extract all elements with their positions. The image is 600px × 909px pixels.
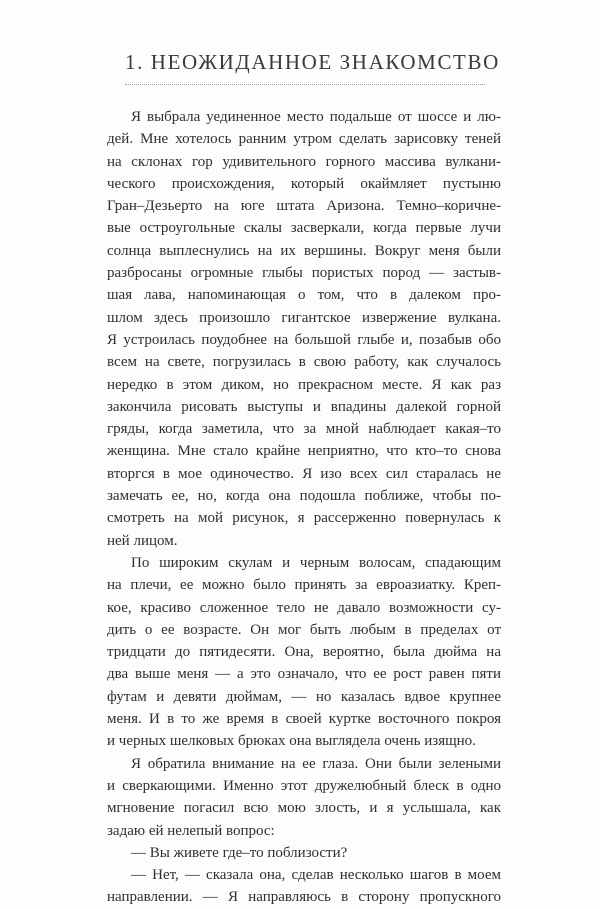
- text-line: футам и девяти дюймам, — но казалась вдвое крупнее: [107, 688, 501, 705]
- text-line: и черных шелковых брюках она выглядела очень изящно.: [107, 733, 476, 750]
- text-line: вые остроугольные скалы засверкали, когда первые лучи: [107, 220, 501, 237]
- text-line: женщина. Мне стало крайне неприятно, что кто–то снова: [107, 443, 501, 460]
- text-line: тридцати до пятидесяти. Она, вероятно, была дюйма на: [107, 644, 501, 661]
- text-line: задаю ей нелепый вопрос:: [107, 822, 275, 839]
- text-line: кое, красиво сложенное тело не давало возможности су-: [107, 599, 501, 616]
- title-divider: [125, 84, 485, 85]
- text-line: Я выбрала уединенное место подальше от шоссе и лю-: [131, 109, 501, 125]
- chapter-title: 1. НЕОЖИДАННОЕ ЗНАКОМСТВО: [125, 50, 500, 74]
- paragraph: [107, 842, 501, 864]
- text-line: на склонах гор удивительного горного массива вулкани-: [107, 153, 501, 170]
- text-line: солнца выплеснулись на их вершины. Вокруг меня были: [107, 242, 501, 259]
- text-line: шлом здесь произошло гигантское извержение вулкана.: [107, 309, 501, 326]
- text-line: замечать ее, но, когда она подошла поближе, чтобы по-: [107, 488, 501, 505]
- text-line: ней лицом.: [107, 532, 178, 549]
- text-line: смотреть на мой рисунок, я рассерженно повернулась к: [107, 510, 501, 527]
- text-line: ческого происхождения, который окаймляет пустыню: [107, 175, 501, 192]
- text-line: вторгся в мое одиночество. Я изо всех сил старалась не: [107, 465, 501, 482]
- text-line: меня. И в то же время в своей куртке восточного покроя: [107, 711, 501, 728]
- text-line: разбросаны огромные глыбы пористых пород — застыв-: [107, 265, 501, 282]
- text-line: всем на свете, погрузилась в свою работу, как случалось: [107, 354, 501, 371]
- text-line: дить о ее возрасте. Он мог быть любым в пределах от: [107, 621, 501, 638]
- paragraph: [107, 552, 501, 753]
- text-line: гряды, когда заметила, что за мной наблюдает какая–то: [107, 421, 501, 438]
- paragraph: [107, 753, 501, 842]
- text-line: дей. Мне хотелось ранним утром сделать зарисовку теней: [107, 131, 501, 148]
- text-line: нередко в этом диком, но прекрасном месте. Я как раз: [107, 376, 501, 393]
- paragraph: [107, 864, 501, 909]
- paragraph: [107, 106, 501, 552]
- text-line: Гран–Дезьерто на юге штата Аризона. Темно–коричне-: [107, 198, 501, 215]
- text-line: По широким скулам и черным волосам, спадающим: [131, 554, 501, 571]
- text-line: на плечи, ее можно было принять за евроазиатку. Креп-: [107, 577, 501, 594]
- text-line: закончила рисовать выступы и впадины далекой горной: [107, 398, 501, 415]
- text-line: два выше меня — а это означало, что ее рост равен пяти: [107, 666, 501, 683]
- text-line: Я устроилась поудобнее на большой глыбе и, позабыв обо: [107, 331, 501, 348]
- text-line: мгновение погасил всю мою злость, и я услышала, как: [107, 800, 501, 817]
- text-line: Я обратила внимание на ее глаза. Они были зелеными: [131, 755, 501, 772]
- text-line: шая лава, напоминающая о том, что в далеком про-: [107, 287, 501, 304]
- text-line: и сверкающими. Именно этот дружелюбный блеск в одно: [107, 777, 501, 794]
- text-line: направлении. — Я направляюсь в сторону пропускного: [107, 889, 501, 906]
- page-body: [107, 106, 501, 909]
- text-line: — Нет, — сказала она, сделав несколько шагов в моем: [131, 867, 501, 884]
- text-line: — Вы живете где–то поблизости?: [131, 844, 348, 861]
